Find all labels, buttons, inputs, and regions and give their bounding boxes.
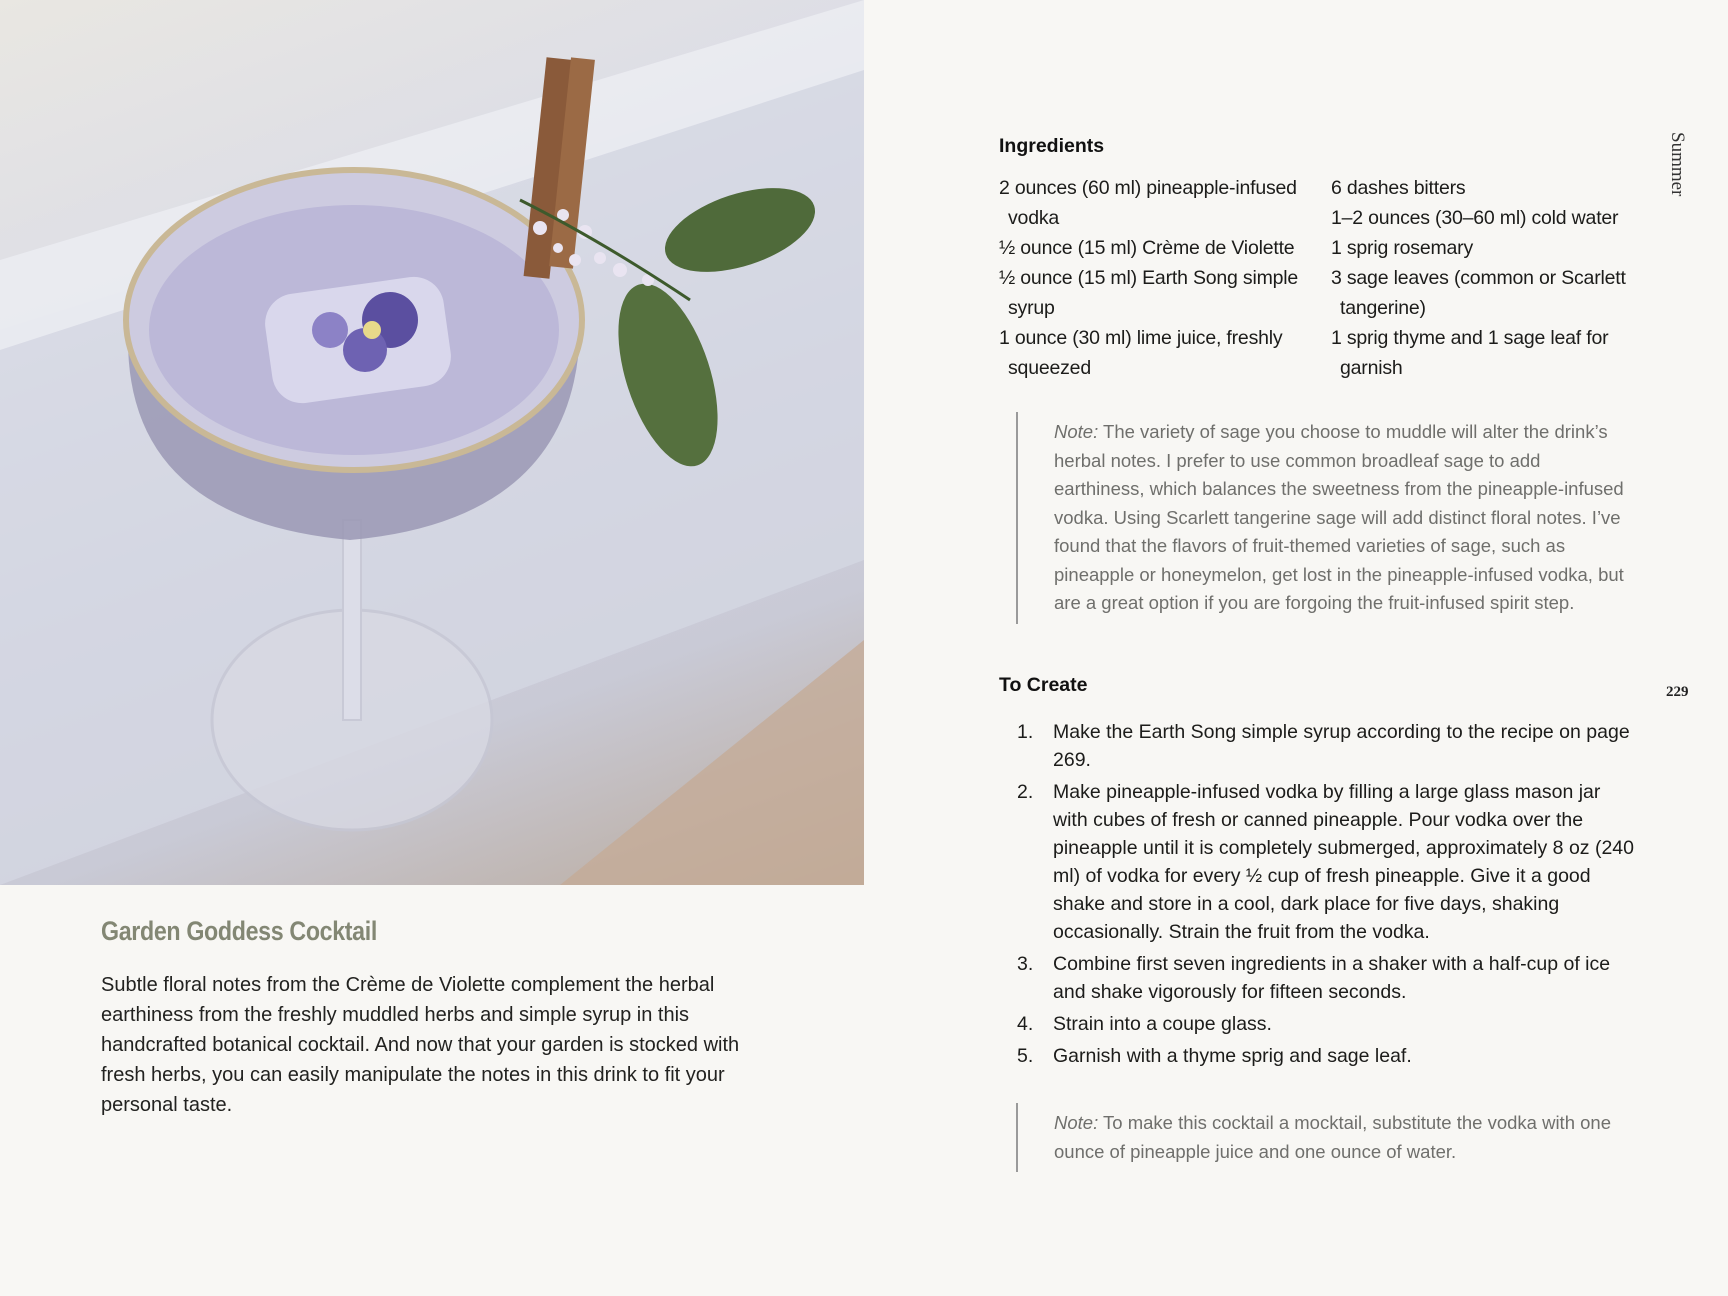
cocktail-photo [0,0,864,885]
step-item [1017,1042,1637,1070]
mocktail-note [1016,1103,1630,1172]
note-text: The variety of sage you choose to muddle will alter the drink’s herbal notes. I prefer to use common broadleaf sage to add earthiness, which balances the sweetness from the pineapple-infused vodka. Using Scarlett tangerine sage will add distinct floral notes. I’ve found that the flavors of fruit-themed varieties of sage, such as pineapple or honeymelon, get lost in the pineapple-infused vodka, but are a great option if you are forgoing the fruit-infused spirit step. [1054,421,1624,613]
ingredient-item: 1 sprig rosemary [1331,237,1474,259]
step-text: Make pineapple-infused vodka by filling a large glass mason jar with cubes of fresh or canned pineapple. Pour vodka over the pineapple until it is completely submerged, approximately 8 oz (240 ml) of vodka for every ½ cup of fresh pineapple. Give it a good shake and store in a cool, dark place for five days, shaking occasionally. Strain the fruit from the vodka. [1053,781,1634,943]
to-create-heading: To Create [999,674,1088,696]
ingredient-item: 1 ounce (30 ml) lime juice, freshly squeezed [999,327,1283,379]
ingredient-item: 1 sprig thyme and 1 sage leaf for garnish [1331,327,1609,379]
sage-note [1016,412,1630,624]
step-text: Combine first seven ingredients in a shaker with a half-cup of ice and shake vigorously for fifteen seconds. [1053,953,1611,1003]
ingredients-list-1 [999,173,1299,383]
ingredient-item: 2 ounces (60 ml) pineapple-infused vodka [999,177,1297,229]
page-number: 229 [1666,684,1689,700]
step-number: 4. [1017,1013,1034,1035]
step-item [1017,778,1637,946]
ingredient-item: ½ ounce (15 ml) Earth Song simple syrup [999,267,1299,319]
note-label: Note: [1054,421,1099,442]
step-text: Strain into a coupe glass. [1053,1013,1272,1035]
step-text: Make the Earth Song simple syrup according to the recipe on page 269. [1053,721,1630,771]
recipe-title: Garden Goddess Cocktail [101,916,377,946]
running-head: Summer [1667,132,1688,197]
ingredient-item: 1–2 ounces (30–60 ml) cold water [1331,207,1619,229]
step-item [1017,718,1637,774]
ingredients-list-2 [1331,173,1631,383]
note-label: Note: [1054,1112,1099,1133]
cocktail-illustration [0,0,864,885]
ingredient-item: 6 dashes bitters [1331,177,1466,199]
steps-list [1017,718,1637,1074]
note-text: To make this cocktail a mocktail, substitute the vodka with one ounce of pineapple juice and one ounce of water. [1054,1112,1611,1162]
step-number: 3. [1017,953,1034,975]
step-item [1017,950,1637,1006]
step-text: Garnish with a thyme sprig and sage leaf. [1053,1045,1412,1067]
ingredient-item: 3 sage leaves (common or Scarlett tangerine) [1331,267,1626,319]
step-item [1017,1010,1637,1038]
ingredients-heading: Ingredients [999,135,1105,157]
step-number: 2. [1017,781,1034,803]
ingredient-item: ½ ounce (15 ml) Crème de Violette [999,237,1295,259]
step-number: 1. [1017,721,1034,743]
step-number: 5. [1017,1045,1034,1067]
recipe-intro: Subtle floral notes from the Crème de Violette complement the herbal earthiness from the freshly muddled herbs and simple syrup in this handcrafted botanical cocktail. And now that your garden is stocked with fresh herbs, you can easily manipulate the notes in this drink to fit your personal taste. [101,974,740,1116]
